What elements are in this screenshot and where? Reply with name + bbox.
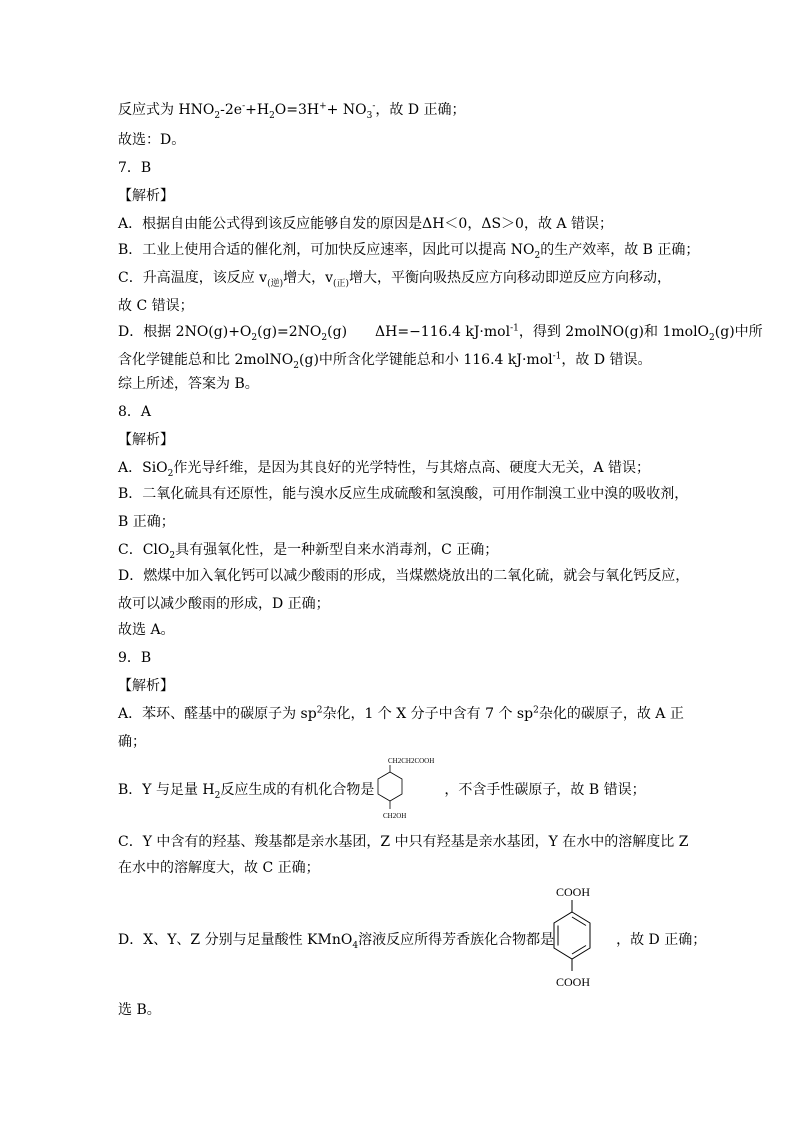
text: ，故 D 正确； [375, 102, 466, 118]
sup: + [319, 101, 327, 112]
q8-analysis-heading: 【解析】 [118, 432, 174, 448]
sup: - [372, 101, 376, 112]
text: ，得到 2molNO(g)和 1molO [518, 324, 710, 340]
text: +H [245, 102, 270, 118]
double-bond [572, 917, 586, 926]
sub: (正) [333, 278, 350, 289]
text: 溶液反应所得芳香族化合物都是 [358, 932, 555, 948]
text: B．Y 与足量 H [118, 782, 215, 798]
q9-option-c-line2: 在水中的溶解度大，故 C 正确； [118, 860, 320, 876]
sub: 2 [269, 110, 275, 121]
sup: -1 [552, 351, 562, 362]
text: 作光导纤维，是因为其良好的光学特性，与其熔点高、硬度大无关，A 错误； [173, 460, 650, 476]
q7-option-c-line1 [118, 268, 671, 288]
sub: 2 [293, 360, 300, 371]
line-q6-select: 故选：D。 [118, 132, 186, 148]
sub: 2 [169, 550, 176, 561]
q7-analysis-heading: 【解析】 [118, 188, 174, 204]
sup: 2 [533, 705, 539, 716]
text: + NO [326, 102, 367, 118]
text: O=3H [274, 102, 320, 118]
sub: 3 [366, 110, 373, 121]
sub: 2 [214, 790, 221, 801]
text: (g)中所含化学键能总和小 116.4 kJ·mol [299, 352, 553, 368]
q8-option-a [118, 458, 650, 478]
text: C．ClO [118, 542, 170, 558]
text: 的生产效率，故 B 正确； [540, 242, 700, 258]
substituent-top: CH2CH2COOH [388, 757, 435, 765]
sub: (逆) [267, 278, 284, 289]
text: -2e [220, 102, 243, 118]
sup: - [242, 101, 246, 112]
sub: 2 [251, 332, 258, 343]
text: A．SiO [118, 460, 168, 476]
text: ，故 D 正确； [616, 932, 707, 948]
sup: 2 [316, 705, 323, 716]
double-bond [572, 946, 586, 955]
q8-answer: 8．A [118, 404, 152, 420]
q7-answer: 7．B [118, 160, 152, 176]
q8-option-d-line2: 故可以减少酸雨的形成，D 正确； [118, 596, 330, 612]
text: C．升高温度，该反应 v [118, 270, 268, 286]
text: 具有强氧化性，是一种新型自来水消毒剂，C 正确； [175, 542, 499, 558]
cooh-bottom: COOH [556, 975, 591, 989]
q7-option-a: A．根据自由能公式得到该反应能够自发的原因是ΔH＜0，ΔS＞0，故 A 错误； [118, 216, 613, 232]
q7-option-b [118, 240, 699, 260]
terephthalic-acid-structure [540, 882, 620, 994]
text: ，故 D 错误。 [561, 352, 652, 368]
text: D．根据 2NO(g)+O [118, 324, 252, 340]
cooh-top: COOH [556, 885, 591, 899]
text: B．工业上使用合适的催化剂，可加快反应速率，因此可以提高 NO [118, 242, 535, 258]
q9-option-a-line1 [118, 704, 684, 724]
text: 含化学键能总和比 2molNO [118, 352, 294, 368]
sub: 2 [321, 332, 328, 343]
substituent-bottom: CH2OH [383, 812, 407, 820]
text: ，不含手性碳原子，故 B 错误； [444, 782, 646, 798]
sup: -1 [510, 323, 519, 334]
sub: 4 [352, 940, 359, 951]
q7-summary: 综上所述，答案为 B。 [118, 376, 259, 392]
q7-option-d-line2 [118, 350, 652, 370]
q7-option-c-line2: 故 C 错误； [118, 298, 194, 314]
cyclohexane-ring [378, 772, 402, 801]
q9-option-c-line1: C．Y 中含有的羟基、羧基都是亲水基团，Z 中只有羟基是亲水基团，Y 在水中的溶解度比 Z [118, 834, 689, 850]
text: 反应式为 HNO [118, 102, 215, 118]
text: 增大，平衡向吸热反应方向移动即逆反应方向移动， [349, 270, 672, 286]
q7-option-d-line1 [118, 322, 763, 342]
cyclohexane-structure [370, 754, 480, 826]
q9-analysis-heading: 【解析】 [118, 678, 174, 694]
q8-option-b-line1: B．二氧化硫具有还原性，能与溴水反应生成硫酸和氢溴酸，可用作制溴工业中溴的吸收剂， [118, 486, 689, 502]
q8-option-c [118, 540, 498, 560]
q9-select: 选 B。 [118, 1002, 161, 1018]
text: (g) ΔH=−116.4 kJ·mol [327, 324, 511, 340]
text: A．苯环、醛基中的碳原子为 sp [118, 706, 317, 722]
sub: 2 [214, 110, 221, 121]
text: 杂化的碳原子，故 A 正 [538, 706, 684, 722]
text: (g)中所 [714, 324, 763, 340]
q8-option-b-line2: B 正确； [118, 514, 175, 530]
text: (g)=2NO [257, 324, 322, 340]
sub: 2 [167, 468, 174, 479]
q8-select: 故选 A。 [118, 622, 175, 638]
text: 增大，v [283, 270, 334, 286]
q9-option-a-line2: 确； [118, 734, 146, 750]
q8-option-d-line1: D．燃煤中加入氧化钙可以减少酸雨的形成，当煤燃烧放出的二氧化硫，就会与氧化钙反应， [118, 568, 690, 584]
sub: 2 [709, 332, 715, 343]
sub: 2 [534, 250, 541, 261]
text: 杂化，1 个 X 分子中含有 7 个 sp [322, 706, 534, 722]
text: 反应生成的有机化合物是 [220, 782, 375, 798]
benzene-ring [554, 912, 590, 959]
text: D．X、Y、Z 分别与足量酸性 KMnO [118, 932, 353, 948]
q9-answer: 9．B [118, 650, 152, 666]
line-q6-equation [118, 100, 466, 120]
